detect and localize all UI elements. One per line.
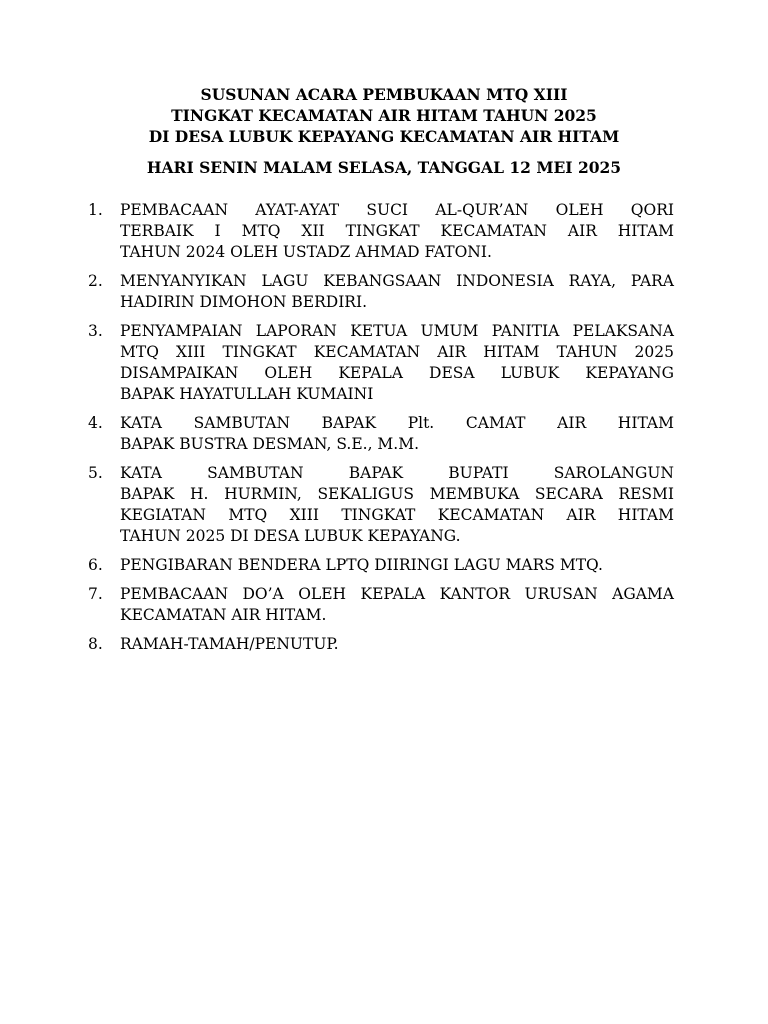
agenda-item [88,321,674,405]
agenda-item-line: RAMAH-TAMAH/PENUTUP. [120,635,339,653]
agenda-item-line: BAPAK HAYATULLAH KUMAINI [120,385,374,403]
agenda-item [88,634,674,655]
agenda-item-line: DISAMPAIKAN OLEH KEPALA DESA LUBUK KEPAYANG [120,364,674,382]
document-header [0,84,768,178]
agenda-item-text [120,271,674,313]
agenda-item-text [120,555,674,576]
agenda-item-number: 5. [88,464,103,482]
agenda-item-line: BAPAK BUSTRA DESMAN, S.E., M.M. [120,435,420,453]
agenda-item-line: KEGIATAN MTQ XIII TINGKAT KECAMATAN AIR HITAM [120,506,674,524]
agenda-item-line: TAHUN 2024 OLEH USTADZ AHMAD FATONI. [120,243,492,261]
agenda-item-number: 3. [88,322,103,340]
agenda-item-line: KATA SAMBUTAN BAPAK Plt. CAMAT AIR HITAM [120,414,674,432]
agenda-item [88,584,674,626]
agenda-item-number: 7. [88,585,103,603]
title-line-1: SUSUNAN ACARA PEMBUKAAN MTQ XIII [200,85,568,104]
agenda-item-line: KECAMATAN AIR HITAM. [120,606,327,624]
agenda-item-line: TAHUN 2025 DI DESA LUBUK KEPAYANG. [120,527,461,545]
agenda-item-line: MENYANYIKAN LAGU KEBANGSAAN INDONESIA RAYA, PARA [120,272,674,290]
agenda-item-number: 8. [88,635,103,653]
agenda-item-line: PEMBACAAN AYAT-AYAT SUCI AL-QUR’AN OLEH QORI [120,201,674,219]
agenda-item-text [120,584,674,626]
agenda-item [88,200,674,263]
agenda-item-text [120,634,674,655]
agenda-item-line: TERBAIK I MTQ XII TINGKAT KECAMATAN AIR HITAM [120,222,674,240]
agenda-item-text [120,463,674,547]
agenda-item [88,463,674,547]
agenda-item-text [120,321,674,405]
agenda-list [88,200,674,663]
agenda-item-line: PENGIBARAN BENDERA LPTQ DIIRINGI LAGU MARS MTQ. [120,556,603,574]
agenda-item [88,413,674,455]
agenda-item-line: KATA SAMBUTAN BAPAK BUPATI SAROLANGUN [120,464,674,482]
agenda-item-number: 4. [88,414,103,432]
agenda-item-number: 6. [88,556,103,574]
title-line-3: DI DESA LUBUK KEPAYANG KECAMATAN AIR HITAM [148,127,620,146]
agenda-item-line: BAPAK H. HURMIN, SEKALIGUS MEMBUKA SECARA RESMI [120,485,674,503]
agenda-item [88,555,674,576]
agenda-item-text [120,413,674,455]
agenda-item-line: PEMBACAAN DO’A OLEH KEPALA KANTOR URUSAN AGAMA [120,585,674,603]
agenda-item-number: 2. [88,272,103,290]
title-line-2: TINGKAT KECAMATAN AIR HITAM TAHUN 2025 [171,106,597,125]
agenda-item-line: MTQ XIII TINGKAT KECAMATAN AIR HITAM TAHUN 2025 [120,343,674,361]
agenda-item-line: PENYAMPAIAN LAPORAN KETUA UMUM PANITIA PELAKSANA [120,322,674,340]
date-line: HARI SENIN MALAM SELASA, TANGGAL 12 MEI 2025 [146,158,622,177]
agenda-item-number: 1. [88,201,103,219]
agenda-item-line: HADIRIN DIMOHON BERDIRI. [120,293,368,311]
agenda-item-text [120,200,674,263]
agenda-item [88,271,674,313]
